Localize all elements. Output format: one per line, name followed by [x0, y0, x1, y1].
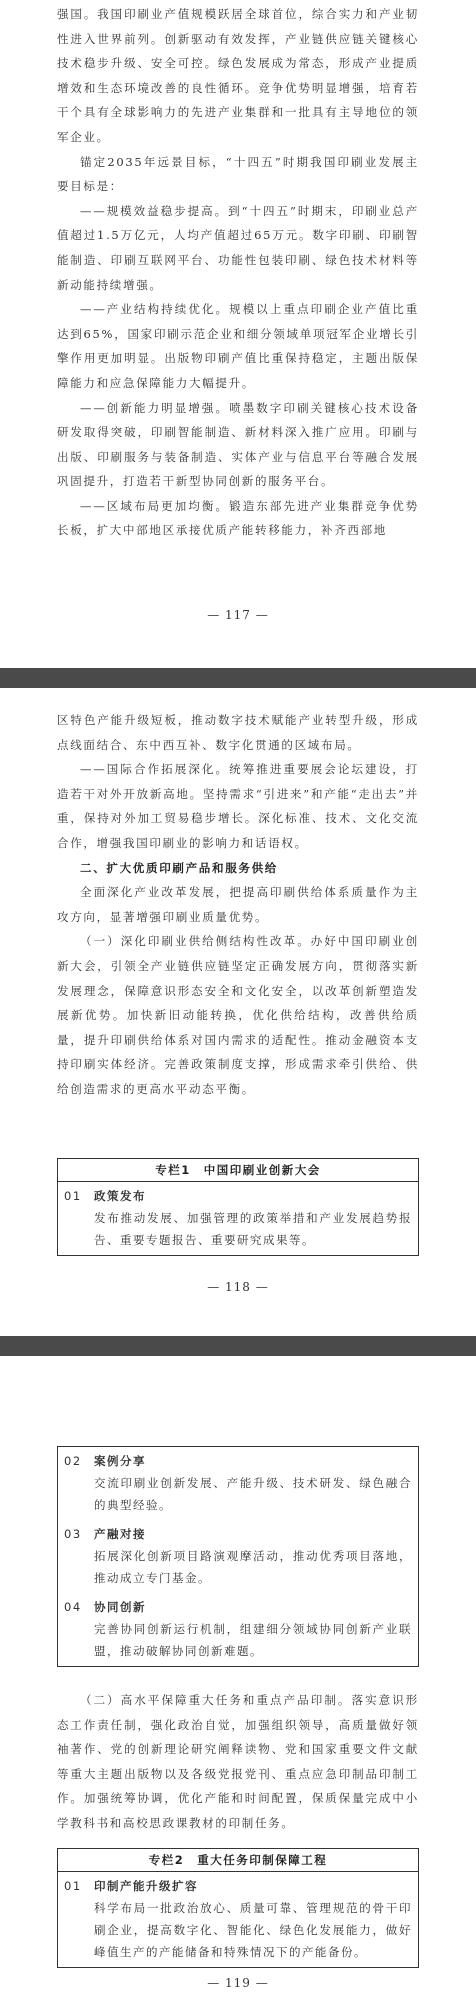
entry-text: 科学布局一批政治放心、质量可靠、管理规范的骨干印刷企业，提高数字化、智能化、绿色化发展能力，做好峰值生产的产能储备和特殊情况下的产能备份。 — [94, 1901, 412, 1959]
column-entry — [58, 1182, 418, 1255]
entry-number: 02 — [64, 1454, 82, 1468]
entry-text: 发布推动发展、加强管理的政策举措和产业发展趋势报告、重要专题报告、重要研究成果等。 — [94, 1211, 412, 1247]
column-entry — [58, 1520, 418, 1593]
column-box-2 — [57, 1848, 419, 1968]
entry-title: 印制产能升级扩容 — [94, 1879, 198, 1893]
entry-number: 01 — [64, 1189, 82, 1203]
page-119 — [0, 1356, 476, 2000]
paragraph: 全面深化产业改革发展，把提高印刷供给体系质量作为主攻方向，显著增强印刷业质量优势。 — [57, 885, 419, 924]
entry-title: 协同创新 — [94, 1600, 146, 1614]
page-number: — 118 — — [207, 1280, 269, 1294]
page-118 — [0, 688, 476, 1336]
page-118-body — [57, 708, 419, 1102]
page-119-body — [57, 1688, 419, 1836]
entry-title: 政策发布 — [94, 1189, 146, 1203]
column-box-title: 专栏1 中国印刷业创新大会 — [58, 1159, 418, 1182]
entry-text: 完善协同创新运行机制，组建细分领域协同创新产业联盟，推动破解协同创新难题。 — [94, 1622, 412, 1658]
entry-text: 交流印刷业创新发展、产能升级、技术研发、绿色融合的典型经验。 — [94, 1476, 412, 1512]
paragraph: ——区域布局更加均衡。锻造东部先进产业集群竞争优势长板，扩大中部地区承接优质产能转移能力，补齐西部地 — [57, 498, 419, 538]
column-box-title: 专栏2 重大任务印制保障工程 — [58, 1849, 418, 1872]
page-117 — [0, 0, 476, 668]
page-separator — [0, 1336, 476, 1356]
paragraph: ——规模效益稳步提高。到“十四五”时期末，印刷业总产值超过1.5万亿元，人均产值超过65万元。数字印刷、印刷智能制造、印刷互联网平台、功能性包装印刷、绿色技术材料等新动能持续增强。 — [57, 203, 419, 292]
page-number: — 117 — — [207, 608, 269, 622]
page-separator — [0, 668, 476, 688]
section-heading: 二、扩大优质印刷产品和服务供给 — [80, 860, 278, 875]
entry-title: 案例分享 — [94, 1454, 146, 1468]
paragraph: 锚定2035年远景目标，“十四五”时期我国印刷业发展主要目标是： — [57, 154, 419, 194]
paragraph: （一）深化印刷业供给侧结构性改革。办好中国印刷业创新大会，引领全产业链供应链坚定正确发展方向，贯彻落实新发展理念，保障意识形态安全和文化安全，以改革创新塑造发展新优势。加快新旧动能转换，优化供给结构，改善供给质量，提升印刷供给体系对国内需求的适配性。推动金融资本支持印刷实体经济。完善政策制度支撑，形成需求牵引供给、供给创造需求的更高水平动态平衡。 — [57, 934, 419, 1096]
column-entry — [58, 1593, 418, 1666]
paragraph: 区特色产能升级短板，推动数字技术赋能产业转型升级，形成点线面结合、东中西互补、数字化贯通的区域布局。 — [57, 713, 419, 752]
column-entry — [58, 1447, 418, 1520]
entry-number: 03 — [64, 1527, 82, 1541]
paragraph: ——产业结构持续优化。规模以上重点印刷企业产值比重达到65%，国家印刷示范企业和细分领域单项冠军企业增长引擎作用更加明显。出版物印刷产值比重保持稳定，主题出版保障能力和应急保障能力大幅提升。 — [57, 302, 419, 390]
page-number: — 119 — — [207, 1976, 269, 1990]
paragraph: 强国。我国印刷业产值规模跃居全球首位，综合实力和产业韧性进入世界前列。创新驱动有效发挥，产业链供应链关键核心技术稳步升级、安全可控。绿色发展成为常态，形成产业提质增效和生态环境改善的良性循环。竞争优势明显增强，培育若干个具有全球影响力的先进产业集群和一批具有主导地位的领军企业。 — [57, 7, 419, 144]
entry-title: 产融对接 — [94, 1527, 146, 1541]
column-box-1-continued — [57, 1446, 419, 1667]
entry-number: 01 — [64, 1879, 82, 1893]
entry-text: 拓展深化创新项目路演观摩活动，推动优秀项目落地，推动成立专门基金。 — [94, 1549, 412, 1585]
page-117-body — [57, 2, 419, 543]
paragraph: ——国际合作拓展深化。统筹推进重要展会论坛建设，打造若干对外开放新高地。坚持需求“引进来”和产能“走出去”并重，保持对外加工贸易稳步增长。深化标准、技术、文化交流合作，增强我国印刷业的影响力和话语权。 — [57, 762, 419, 850]
column-entry — [58, 1872, 418, 1967]
paragraph: （二）高水平保障重大任务和重点产品印制。落实意识形态工作责任制，强化政治自觉，加强组织领导，高质量做好领袖著作、党的创新理论研究阐释读物、党和国家重要文件文献等重大主题出版物以及各级党报党刊、重点应急印制品印制工作。加强统筹协调，优化产能和时间配置，保质保量完成中小学教科书和高校思政课教材的印制任务。 — [57, 1693, 419, 1830]
column-box-1 — [57, 1158, 419, 1256]
paragraph: ——创新能力明显增强。喷墨数字印刷关键核心技术设备研发取得突破，印刷智能制造、新材料深入推广应用。印刷与出版、印刷服务与装备制造、实体产业与信息平台等融合发展巩固提升，打造若干新型协同创新的服务平台。 — [57, 400, 419, 489]
entry-number: 04 — [64, 1600, 82, 1614]
